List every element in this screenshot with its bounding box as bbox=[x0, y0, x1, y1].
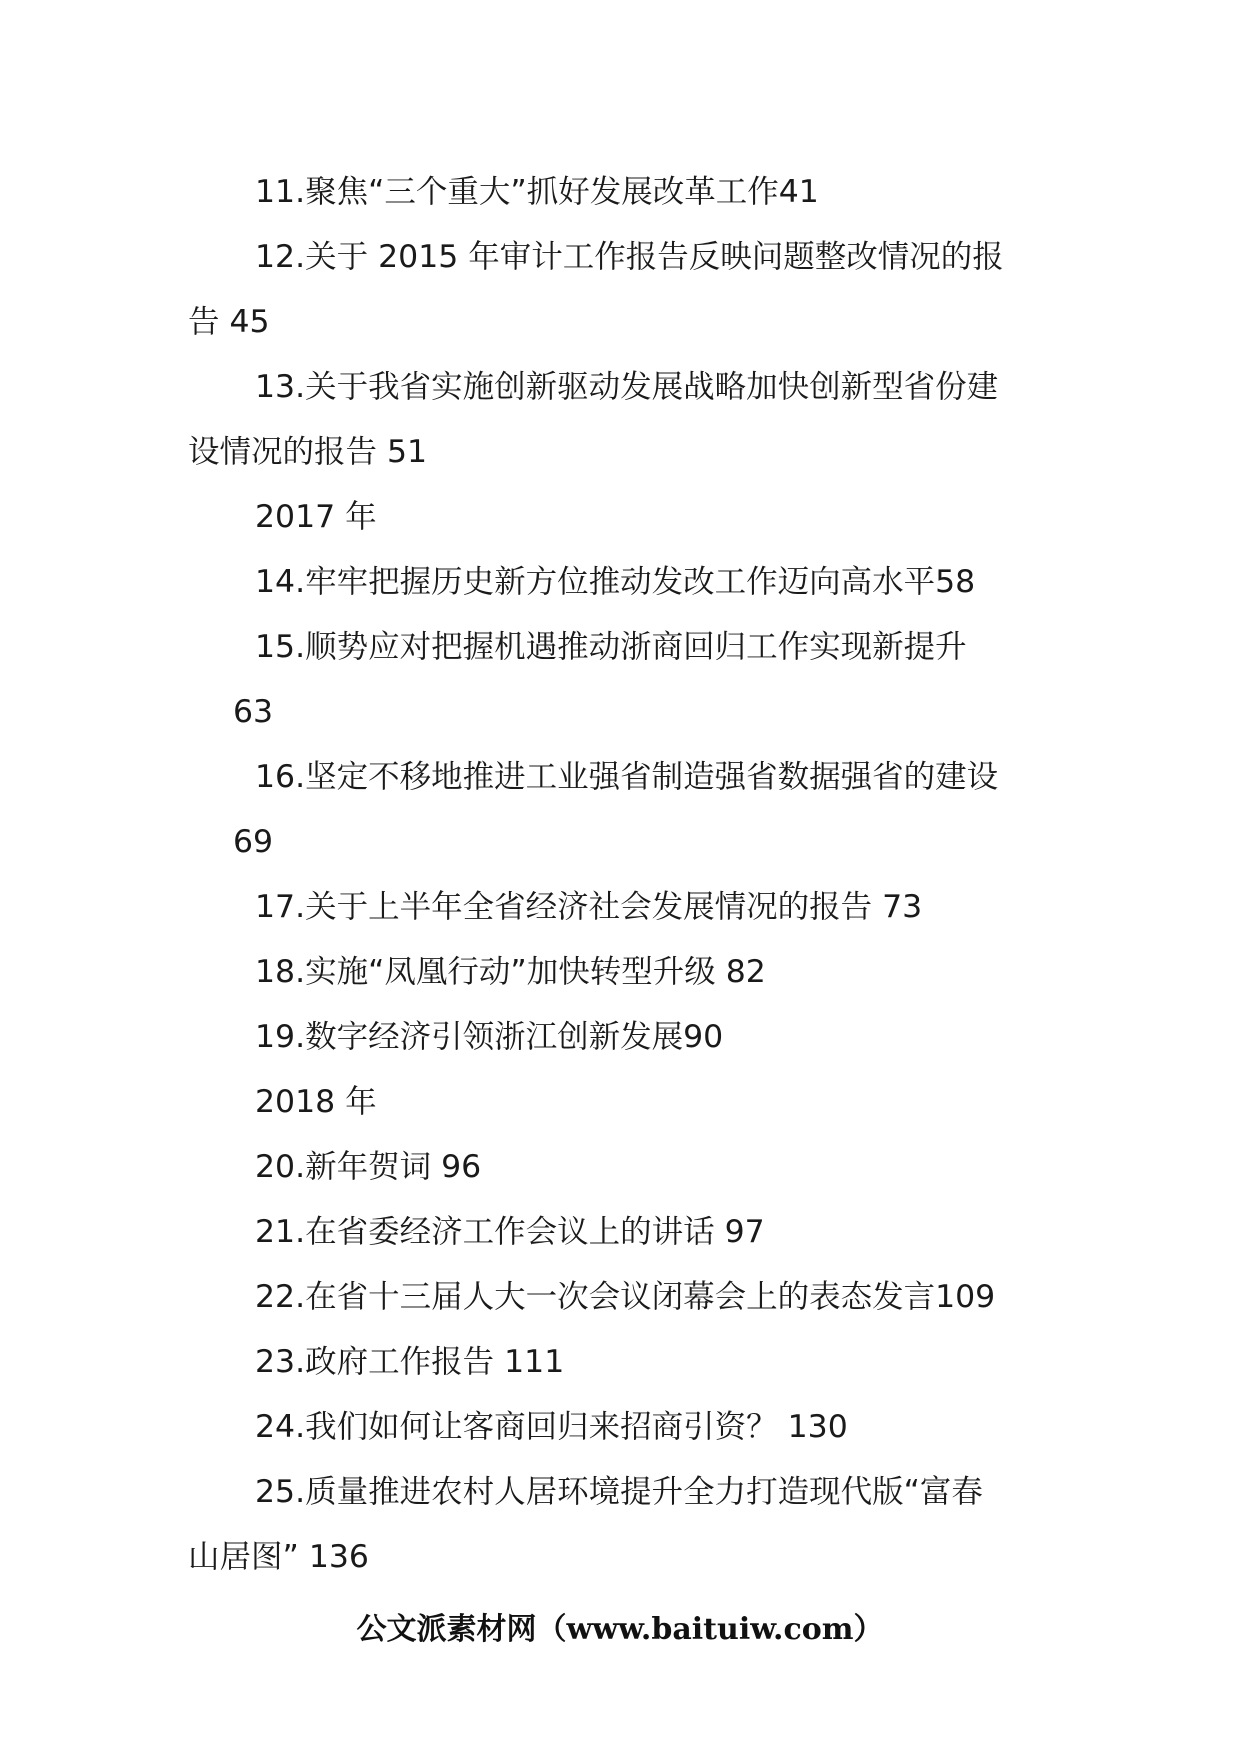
toc-year-heading bbox=[188, 1070, 1058, 1135]
toc-entry-text: 11.聚焦“三个重大”抓好发展改革工作41 bbox=[255, 174, 819, 210]
toc-entry bbox=[188, 1395, 1058, 1460]
toc-entry bbox=[188, 1135, 1058, 1200]
toc-entry bbox=[188, 355, 1058, 485]
toc-entry-text: 13.关于我省实施创新驱动发展战略加快创新型省份建 bbox=[255, 369, 999, 405]
toc-entry-continuation: 63 bbox=[233, 694, 274, 730]
toc-entry bbox=[188, 1005, 1058, 1070]
toc-entry-text: 22.在省十三届人大一次会议闭幕会上的表态发言109 bbox=[255, 1279, 996, 1315]
toc-entry bbox=[188, 615, 1058, 745]
toc-entry-text: 19.数字经济引领浙江创新发展90 bbox=[255, 1019, 724, 1055]
footer-watermark: 公文派素材网（www.baituiw.com） bbox=[356, 1612, 884, 1647]
table-of-contents bbox=[188, 160, 1058, 1590]
toc-entry bbox=[188, 1460, 1058, 1590]
toc-entry-text: 23.政府工作报告 111 bbox=[255, 1344, 565, 1380]
toc-entry bbox=[188, 550, 1058, 615]
toc-entry-continuation: 告 45 bbox=[188, 304, 270, 340]
toc-entry-text: 24.我们如何让客商回归来招商引资？ 130 bbox=[255, 1409, 848, 1445]
toc-entry bbox=[188, 940, 1058, 1005]
toc-entry-text: 15.顺势应对把握机遇推动浙商回归工作实现新提升 bbox=[255, 629, 967, 665]
toc-entry bbox=[188, 160, 1058, 225]
toc-entry-text: 12.关于 2015 年审计工作报告反映问题整改情况的报 bbox=[255, 239, 1004, 275]
toc-entry-text: 2017 年 bbox=[255, 499, 377, 535]
toc-entry-text: 21.在省委经济工作会议上的讲话 97 bbox=[255, 1214, 765, 1250]
toc-entry-continuation: 山居图” 136 bbox=[188, 1539, 369, 1575]
toc-entry bbox=[188, 1265, 1058, 1330]
toc-year-heading bbox=[188, 485, 1058, 550]
toc-entry-text: 2018 年 bbox=[255, 1084, 377, 1120]
toc-entry-continuation: 69 bbox=[233, 824, 274, 860]
toc-entry bbox=[188, 1330, 1058, 1395]
toc-entry-text: 17.关于上半年全省经济社会发展情况的报告 73 bbox=[255, 889, 923, 925]
toc-entry-text: 18.实施“凤凰行动”加快转型升级 82 bbox=[255, 954, 766, 990]
toc-entry-text: 25.质量推进农村人居环境提升全力打造现代版“富春 bbox=[255, 1474, 983, 1510]
toc-entry-text: 16.坚定不移地推进工业强省制造强省数据强省的建设 bbox=[255, 759, 999, 795]
toc-entry-text: 20.新年贺词 96 bbox=[255, 1149, 482, 1185]
toc-entry-text: 14.牢牢把握历史新方位推动发改工作迈向高水平58 bbox=[255, 564, 976, 600]
toc-entry bbox=[188, 225, 1058, 355]
toc-entry bbox=[188, 745, 1058, 875]
toc-entry bbox=[188, 1200, 1058, 1265]
toc-entry-continuation: 设情况的报告 51 bbox=[188, 434, 428, 470]
toc-entry bbox=[188, 875, 1058, 940]
